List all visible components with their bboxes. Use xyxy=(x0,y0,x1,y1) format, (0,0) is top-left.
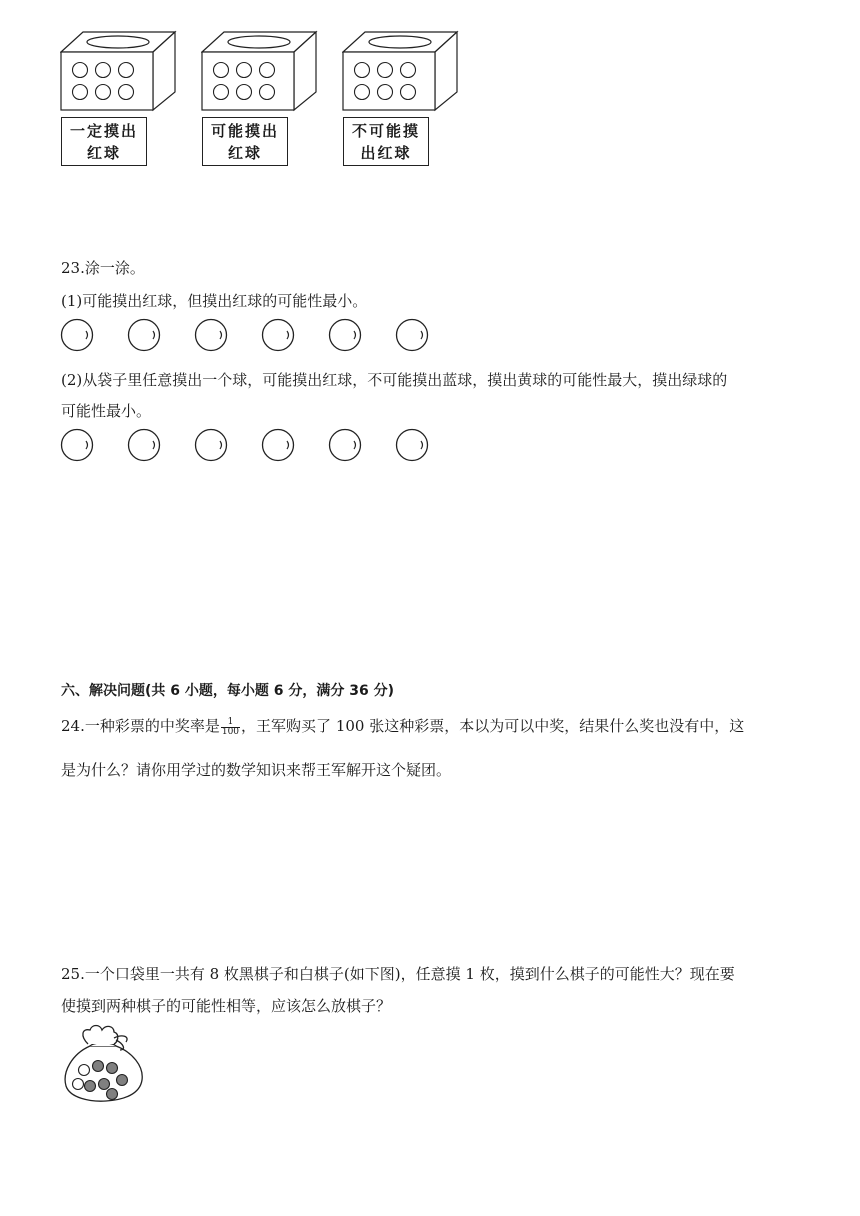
q23-ball-row-1 xyxy=(60,318,440,354)
q23-part2-line1: (2)从袋子里任意摸出一个球，可能摸出红球，不可能摸出蓝球，摸出黄球的可能性最大，摸出绿球的 xyxy=(61,371,728,389)
ball-circle[interactable] xyxy=(127,428,163,464)
q23-ball-row-2 xyxy=(60,428,440,464)
box-possible xyxy=(201,30,321,170)
box-label: 可能摸出红球 xyxy=(202,117,288,166)
q24-text-before: 24.一种彩票的中奖率是 xyxy=(61,717,220,735)
box-certain xyxy=(60,30,180,170)
ball-circle[interactable] xyxy=(261,318,297,354)
section-heading: 六、解决问题(共 6 小题，每小题 6 分，满分 36 分) xyxy=(61,683,395,699)
ball-circle[interactable] xyxy=(194,318,230,354)
q24-text-after: ，王军购买了 100 张这种彩票，本以为可以中奖，结果什么奖也没有中，这 xyxy=(241,717,745,735)
q25-line2: 使摸到两种棋子的可能性相等，应该怎么放棋子？ xyxy=(61,997,392,1015)
box-impossible xyxy=(342,30,462,170)
box-drawing xyxy=(60,30,180,120)
q23-part1: (1)可能摸出红球，但摸出红球的可能性最小。 xyxy=(61,292,368,310)
ball-circle[interactable] xyxy=(60,428,96,464)
ball-circle[interactable] xyxy=(261,428,297,464)
ball-circle[interactable] xyxy=(194,428,230,464)
fraction xyxy=(221,718,240,737)
ball-circle[interactable] xyxy=(328,428,364,464)
ball-circle[interactable] xyxy=(127,318,163,354)
box-diagrams xyxy=(60,30,480,170)
box-label: 一定摸出红球 xyxy=(61,117,147,166)
ball-circle[interactable] xyxy=(60,318,96,354)
box-drawing xyxy=(342,30,462,120)
q25-line1: 25.一个口袋里一共有 8 枚黑棋子和白棋子(如下图)，任意摸 1 枚，摸到什么棋子的可能性大？现在要 xyxy=(61,965,735,983)
box-label: 不可能摸出红球 xyxy=(343,117,429,166)
fraction-numerator: 1 xyxy=(221,718,240,728)
box-drawing xyxy=(201,30,321,120)
q23-title: 23.涂一涂。 xyxy=(61,259,145,277)
q23-part2-line2: 可能性最小。 xyxy=(61,402,152,420)
ball-circle[interactable] xyxy=(395,318,431,354)
q24-line1 xyxy=(61,716,744,737)
bag-of-pieces-image xyxy=(60,1022,150,1104)
ball-circle[interactable] xyxy=(395,428,431,464)
q24-line2: 是为什么？请你用学过的数学知识来帮王军解开这个疑团。 xyxy=(61,761,452,779)
ball-circle[interactable] xyxy=(328,318,364,354)
fraction-denominator: 100 xyxy=(221,726,240,737)
